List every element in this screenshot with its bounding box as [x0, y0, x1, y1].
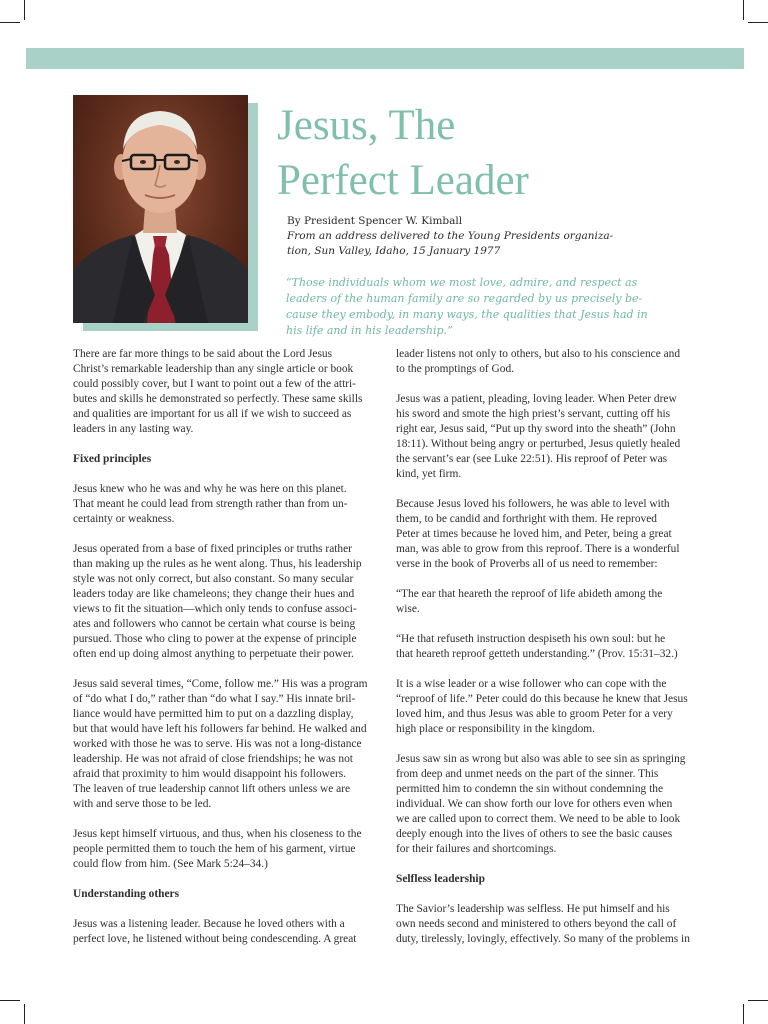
byline: [287, 214, 737, 259]
text-line: to the promptings of God.: [396, 363, 515, 375]
paragraph: [73, 677, 373, 812]
text-line: worked with those he was to serve. His was not a long-distance: [73, 738, 362, 750]
text-line: leaders today are like chameleons; they change their hues and: [73, 588, 355, 600]
crop-mark: [24, 1004, 25, 1024]
text-line: individual. We can show forth our love for others even when: [396, 798, 673, 810]
crop-mark: [743, 0, 744, 20]
text-line: pursued. Those who cling to power at the expense of principle: [73, 633, 357, 645]
text-line: for their failures and shortcomings.: [396, 843, 557, 855]
quote-line: “Those individuals whom we most love, admire, and respect as: [286, 276, 638, 289]
text-line: could possibly cover, but I want to point out a few of the attri-: [73, 378, 356, 390]
quote-line: leaders of the human family are so regarded by us precisely be-: [286, 292, 643, 305]
text-line: Jesus saw sin as wrong but also was able to see sin as springing: [396, 753, 686, 765]
text-line: butes and skills he demonstrated so perfectly. These same skills: [73, 393, 363, 405]
text-line: than making up the rules as he went along. Thus, his leadership: [73, 558, 362, 570]
text-line: views to fit the situation—which only tends to confuse associ-: [73, 603, 357, 615]
text-line: perfect love, he listened without being condescending. A great: [73, 933, 357, 945]
section-heading: Understanding others: [73, 888, 180, 900]
author-credit: By President Spencer W. Kimball: [287, 215, 463, 227]
title-line: Perfect Leader: [277, 157, 529, 204]
text-line: often end up doing almost anything to perpetuate their power.: [73, 648, 354, 660]
author-portrait: [73, 95, 248, 323]
paragraph: [396, 347, 696, 377]
paragraph: [73, 482, 373, 527]
paragraph: [396, 392, 696, 482]
crop-mark: [748, 22, 768, 23]
crop-mark: [0, 22, 20, 23]
text-line: “He that refuseth instruction despiseth his own soul: but he: [396, 633, 666, 645]
text-line: verse in the book of Proverbs all of us need to remember:: [396, 558, 658, 570]
text-line: man, was able to grow from this reproof. There is a wonderful: [396, 543, 680, 555]
pull-quote: [286, 275, 738, 339]
text-line: his sword and smote the high priest’s servant, cutting off his: [396, 408, 671, 420]
article-title: [277, 98, 737, 208]
text-line: Peter at times because he loved him, and Peter, being a great: [396, 528, 672, 540]
title-line: Jesus, The: [277, 102, 456, 149]
paragraph: [73, 917, 373, 947]
crop-mark: [743, 1004, 744, 1024]
paragraph: [396, 677, 696, 737]
text-line: them, to be candid and forthright with them. He reproved: [396, 513, 657, 525]
text-line: we are called upon to correct them. We need to be able to look: [396, 813, 681, 825]
text-line: with and serve those to be led.: [73, 798, 212, 810]
text-line: Christ’s remarkable leadership than any single article or book: [73, 363, 354, 375]
text-line: The leaven of true leadership cannot lift others unless we are: [73, 783, 351, 795]
text-line: 18:11). Without being angry or perturbed, Jesus quietly healed: [396, 438, 681, 450]
paragraph: [73, 542, 373, 662]
text-line: It is a wise leader or a wise follower who can cope with the: [396, 678, 667, 690]
text-line: could flow from him. (See Mark 5:24–34.): [73, 858, 268, 870]
text-line: people permitted them to touch the hem of his garment, virtue: [73, 843, 356, 855]
text-line: afraid that proximity to him would disappoint his followers.: [73, 768, 347, 780]
paragraph: [73, 827, 373, 872]
text-line: deeply enough into the lives of others to see the basic causes: [396, 828, 673, 840]
text-line: but that would have left his followers far behind. He walked and: [73, 723, 367, 735]
text-line: Jesus was a listening leader. Because he loved others with a: [73, 918, 345, 930]
text-line: “reproof of life.” Peter could do this because he knew that Jesus: [396, 693, 688, 705]
text-line: permitted him to condemn the sin without condemning the: [396, 783, 664, 795]
crop-mark: [748, 1000, 768, 1001]
paragraph: [396, 497, 696, 572]
text-line: kind, yet firm.: [396, 468, 462, 480]
paragraph: [396, 632, 696, 662]
text-line: of “do what I do,” rather than “do what I say.” His innate bril-: [73, 693, 356, 705]
quote-line: his life and in his leadership.”: [286, 324, 453, 337]
text-line: leader listens not only to others, but also to his conscience and: [396, 348, 681, 360]
portrait-illustration: [73, 95, 248, 323]
section-heading: Selfless leadership: [396, 873, 485, 885]
paragraph: [396, 902, 696, 947]
text-line: from deep and unmet needs on the part of the sinner. This: [396, 768, 659, 780]
text-line: leadership. He was not afraid of close friendships; he was not: [73, 753, 353, 765]
crop-mark: [0, 1000, 20, 1001]
text-line: style was not only correct, but also constant. So many secular: [73, 573, 354, 585]
text-line: There are far more things to be said about the Lord Jesus: [73, 348, 333, 360]
source-line: tion, Sun Valley, Idaho, 15 January 1977: [287, 245, 501, 257]
text-line: Jesus operated from a base of fixed principles or truths rather: [73, 543, 352, 555]
left-column: [73, 347, 373, 962]
text-line: Jesus said several times, “Come, follow me.” His was a program: [73, 678, 368, 690]
text-line: That meant he could lead from strength rather than from un-: [73, 498, 348, 510]
paragraph: [396, 752, 696, 857]
text-line: The Savior’s leadership was selfless. He put himself and his: [396, 903, 670, 915]
text-line: that heareth reproof getteth understanding.” (Prov. 15:31–32.): [396, 648, 678, 660]
header-accent-bar: [26, 48, 744, 69]
text-line: and qualities are important for us all if we wish to succeed as: [73, 408, 352, 420]
text-line: duty, tirelessly, lovingly, effectively. So many of the problems in: [396, 933, 690, 945]
text-line: right ear, Jesus said, “Put up thy sword into the sheath” (John: [396, 423, 676, 435]
paragraph: [396, 587, 696, 617]
section-heading: Fixed principles: [73, 453, 152, 465]
text-line: certainty or weakness.: [73, 513, 175, 525]
text-line: loved him, and thus Jesus was able to groom Peter for a very: [396, 708, 673, 720]
text-line: leaders in any lasting way.: [73, 423, 194, 435]
text-line: the servant’s ear (see Luke 22:51). His reproof of Peter was: [396, 453, 668, 465]
text-line: high place or responsibility in the kingdom.: [396, 723, 595, 735]
text-line: Jesus kept himself virtuous, and thus, when his closeness to the: [73, 828, 362, 840]
text-line: own needs second and ministered to others beyond the call of: [396, 918, 677, 930]
crop-mark: [24, 0, 25, 20]
text-line: Jesus was a patient, pleading, loving leader. When Peter drew: [396, 393, 677, 405]
source-line: From an address delivered to the Young Presidents organiza-: [287, 230, 614, 242]
quote-line: cause they embody, in many ways, the qualities that Jesus had in: [286, 308, 648, 321]
text-line: “The ear that heareth the reproof of life abideth among the: [396, 588, 663, 600]
text-line: Jesus knew who he was and why he was here on this planet.: [73, 483, 347, 495]
text-line: Because Jesus loved his followers, he was able to level with: [396, 498, 670, 510]
text-line: wise.: [396, 603, 420, 615]
text-line: ates and followers who cannot be certain what course is being: [73, 618, 356, 630]
right-column: [396, 347, 696, 962]
paragraph: [73, 347, 373, 437]
text-line: liance would have permitted him to put on a dazzling display,: [73, 708, 354, 720]
